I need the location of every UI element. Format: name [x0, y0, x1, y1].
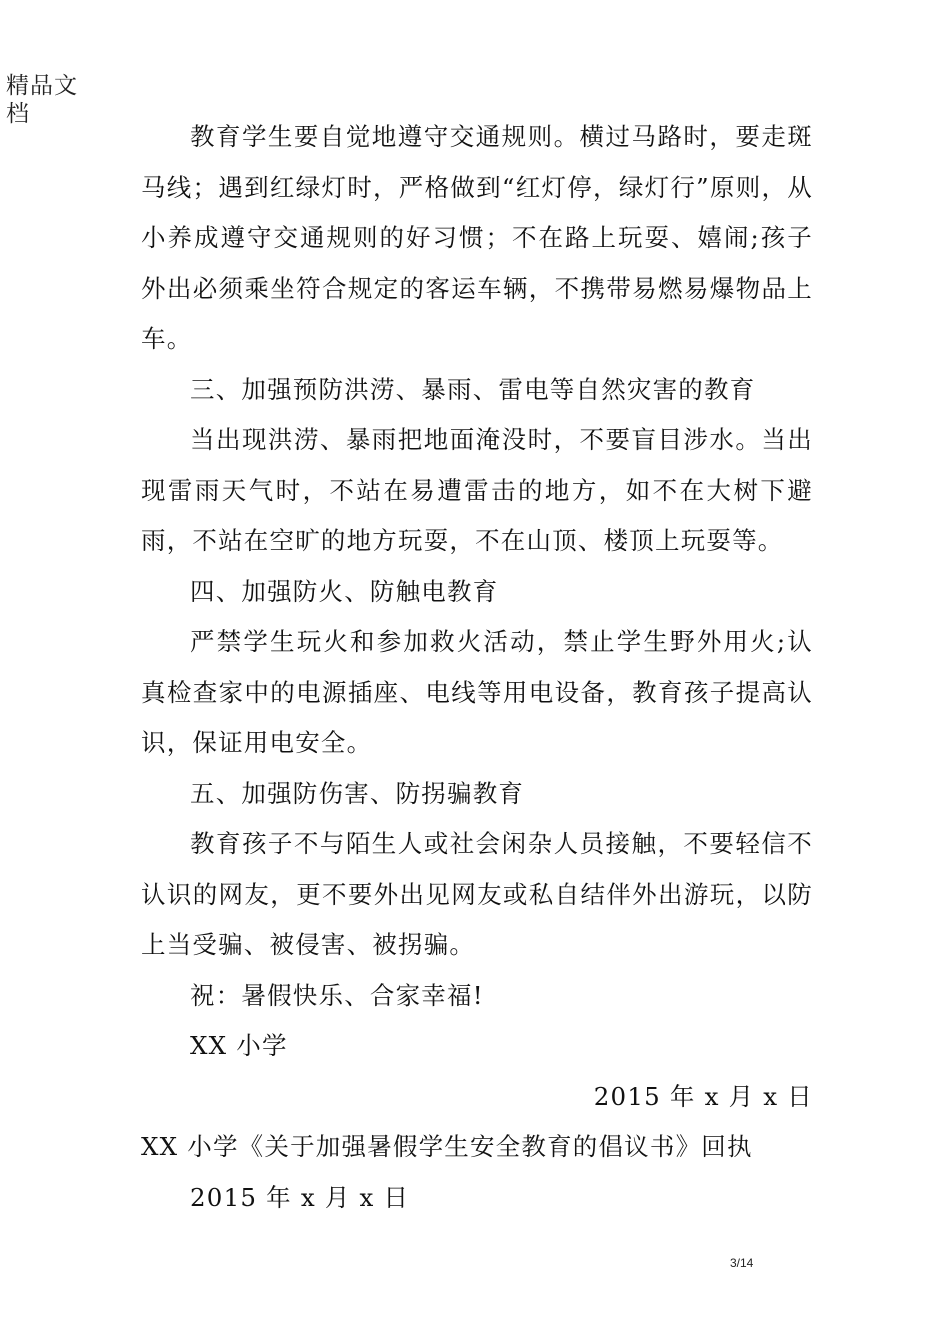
watermark-text: 精品文档 [6, 73, 78, 127]
paragraph-natural-disaster: 当出现洪涝、暴雨把地面淹没时，不要盲目涉水。当出现雷雨天气时，不站在易遭雷击的地方，如不在大树下避雨，不站在空旷的地方玩耍，不在山顶、楼顶上玩耍等。 [141, 425, 813, 555]
closing-wishes: 祝：暑假快乐、合家幸福! [190, 980, 484, 1010]
paragraph-fire-electric: 严禁学生玩火和参加救火活动，禁止学生野外用火;认真检查家中的电源插座、电线等用电设备，教育孩子提高认识，保证用电安全。 [141, 627, 813, 757]
document-body [141, 112, 813, 1223]
school-signature: XX 小学 [190, 1031, 288, 1060]
paragraph-injury-abduction: 教育孩子不与陌生人或社会闲杂人员接触，不要轻信不认识的网友，更不要外出见网友或私自结伴外出游玩，以防上当受骗、被侵害、被拐骗。 [141, 829, 813, 959]
page-number: 3/14 [730, 1256, 754, 1270]
paragraph-traffic-rules: 教育学生要自觉地遵守交通规则。横过马路时，要走斑马线；遇到红绿灯时，严格做到“红灯停，绿灯行”原则，从小养成遵守交通规则的好习惯；不在路上玩耍、嬉闹;孩子外出必须乘坐符合规定的客运车辆，不携带易燃易爆物品上车。 [141, 122, 813, 353]
heading-fire-electric: 四、加强防火、防触电教育 [190, 576, 499, 606]
signature-date: 2015 年 x 月 x 日 [593, 1081, 813, 1111]
receipt-date: 2015 年 x 月 x 日 [190, 1182, 410, 1212]
heading-injury-abduction: 五、加强防伤害、防拐骗教育 [190, 778, 525, 808]
receipt-title: XX 小学《关于加强暑假学生安全教育的倡议书》回执 [141, 1132, 753, 1161]
heading-natural-disaster: 三、加强预防洪涝、暴雨、雷电等自然灾害的教育 [190, 374, 756, 404]
